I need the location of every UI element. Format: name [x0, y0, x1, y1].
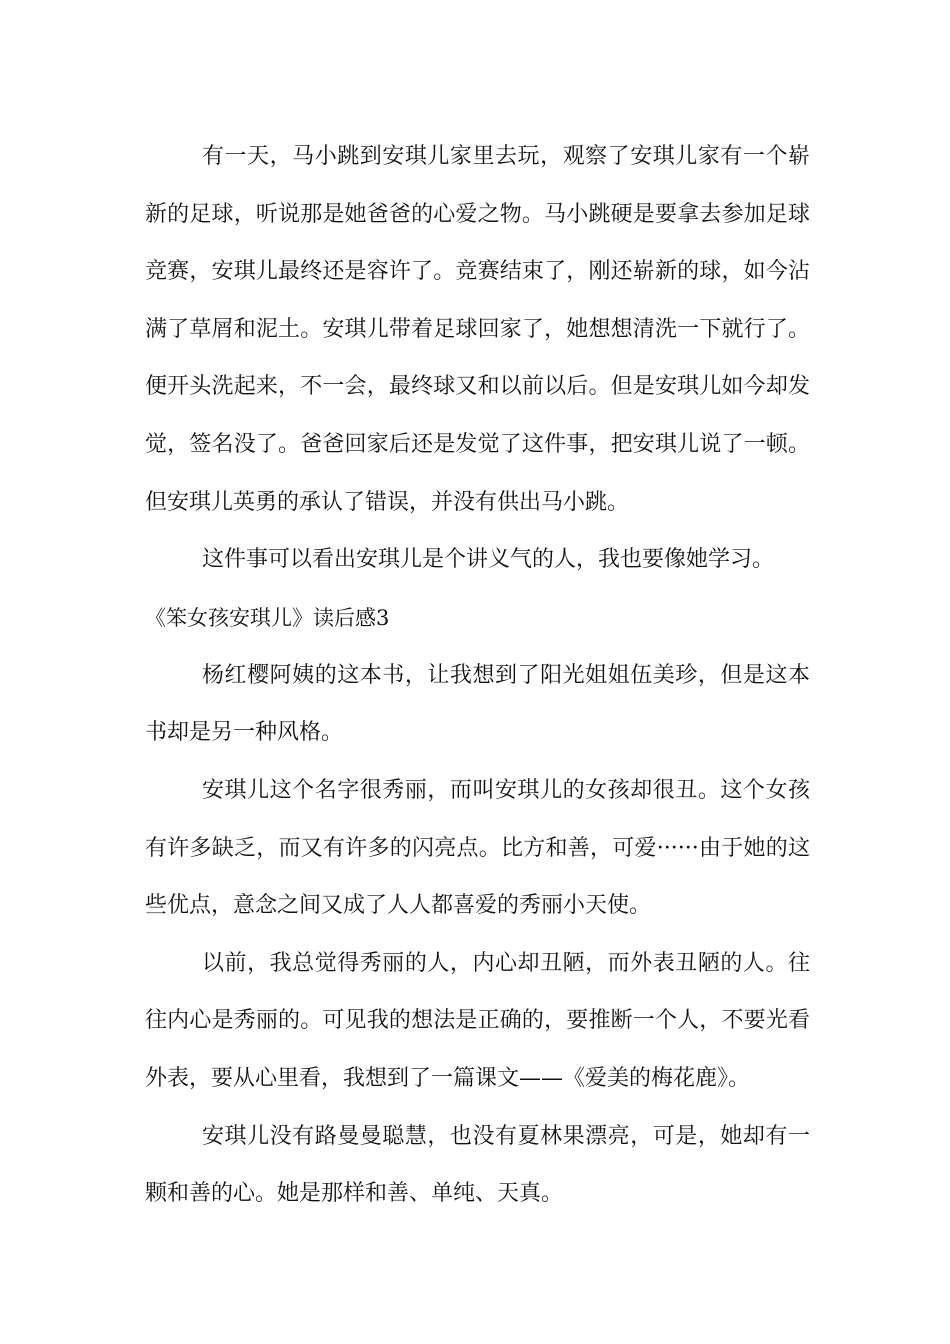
paragraph-inner-beauty: 以前，我总觉得秀丽的人，内心却丑陋，而外表丑陋的人。往往内心是秀丽的。可见我的想法是正确的，要推断一个人，不要光看外表，要从心里看，我想到了一篇课文——《爱美的梅花鹿》。 — [145, 950, 810, 1091]
paragraph-book-style: 杨红樱阿姨的这本书，让我想到了阳光姐姐伍美珍，但是这本书却是另一种风格。 — [145, 662, 810, 746]
paragraph-name-beauty: 安琪儿这个名字很秀丽，而叫安琪儿的女孩却很丑。这个女孩有许多缺乏，而又有许多的闪亮点。比方和善，可爱······由于她的这些优点，意念之间又成了人人都喜爱的秀丽小天使。 — [145, 777, 810, 919]
paragraph-football-story: 有一天，马小跳到安琪儿家里去玩，观察了安琪儿家有一个崭新的足球，听说那是她爸爸的心爱之物。马小跳硬是要拿去参加足球竞赛，安琪儿最终还是容许了。竞赛结束了，刚还崭新的球，如今沾满了草屑和泥土。安琪儿带着足球回家了，她想想清洗一下就行了。便开头洗起来，不一会，最终球又和以前以后。但是安琪儿如今却发觉，签名没了。爸爸回家后还是发觉了这件事，把安琪儿说了一顿。但安琪儿英勇的承认了错误，并没有供出马小跳。 — [145, 144, 810, 515]
paragraph-kind-heart: 安琪儿没有路曼曼聪慧，也没有夏林果漂亮，可是，她却有一颗和善的心。她是那样和善、单纯、天真。 — [145, 1123, 810, 1207]
document-body — [145, 128, 810, 1223]
section-title: 《笨女孩安琪儿》读后感3 — [145, 605, 390, 630]
paragraph-loyalty: 这件事可以看出安琪儿是个讲义气的人，我也要像她学习。 — [202, 547, 775, 573]
